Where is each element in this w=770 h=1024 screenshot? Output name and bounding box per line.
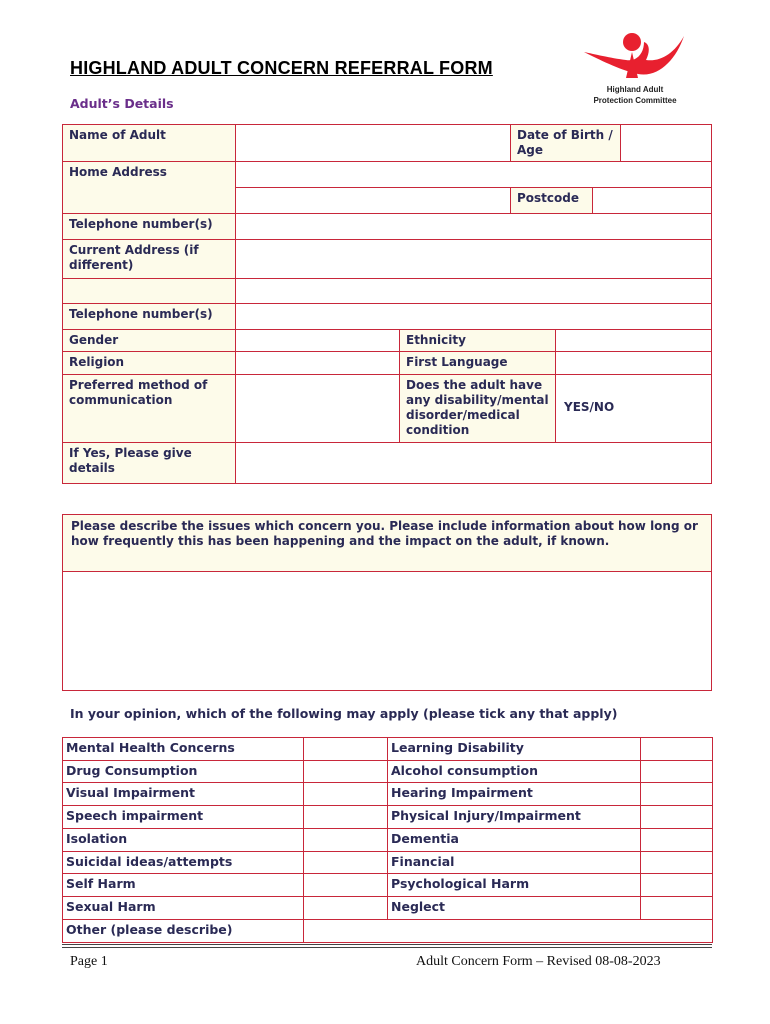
issues-description-field[interactable] (62, 571, 712, 691)
current-address-label: Current Address (if different) (62, 239, 236, 279)
concern-tick-right[interactable] (640, 782, 713, 806)
concern-tick-right[interactable] (640, 873, 713, 897)
concern-label-right: Financial (387, 851, 641, 874)
concern-tick-left[interactable] (303, 896, 388, 920)
if-yes-details-label: If Yes, Please give details (62, 442, 236, 484)
logo-text-line2: Protection Committee (593, 96, 677, 105)
concern-label-right: Dementia (387, 828, 641, 852)
date-of-birth-field[interactable] (620, 124, 712, 162)
concern-tick-right[interactable] (640, 851, 713, 874)
telephone-label: Telephone number(s) (62, 213, 236, 240)
concern-label-left: Sexual Harm (62, 896, 304, 920)
postcode-label: Postcode (510, 187, 593, 214)
concern-tick-left[interactable] (303, 760, 388, 783)
revision-note: Adult Concern Form – Revised 08-08-2023 (416, 954, 661, 969)
logo-text-line1: Highland Adult (606, 85, 664, 94)
concern-label-left: Visual Impairment (62, 782, 304, 806)
concern-label-right: Physical Injury/Impairment (387, 805, 641, 829)
concern-tick-right[interactable] (640, 760, 713, 783)
home-address-field[interactable] (235, 161, 712, 188)
concern-label-left: Self Harm (62, 873, 304, 897)
concern-tick-left[interactable] (303, 851, 388, 874)
disability-label: Does the adult have any disability/mental disorder/medical condition (399, 374, 556, 443)
concern-label-right: Alcohol consumption (387, 760, 641, 783)
religion-field[interactable] (235, 351, 400, 375)
current-address-extra-label (62, 278, 236, 304)
concern-tick-left[interactable] (303, 828, 388, 852)
concern-tick-left[interactable] (303, 873, 388, 897)
name-of-adult-label: Name of Adult (62, 124, 236, 162)
if-yes-details-field[interactable] (235, 442, 712, 484)
first-language-field[interactable] (555, 351, 712, 375)
religion-label: Religion (62, 351, 236, 375)
gender-label: Gender (62, 329, 236, 352)
concern-label-right: Psychological Harm (387, 873, 641, 897)
footer-divider-2 (62, 947, 712, 948)
concern-label-left: Mental Health Concerns (62, 737, 304, 761)
issues-prompt: Please describe the issues which concern you. Please include information about how long or how frequently this has been happening and the impact on the adult, if known. (62, 514, 712, 572)
current-address-field[interactable] (235, 239, 712, 279)
concern-other-label: Other (please describe) (62, 919, 304, 943)
concern-tick-right[interactable] (640, 828, 713, 852)
form-title: HIGHLAND ADULT CONCERN REFERRAL FORM (70, 58, 493, 78)
gender-field[interactable] (235, 329, 400, 352)
concern-tick-right[interactable] (640, 896, 713, 920)
footer-divider (62, 944, 712, 945)
name-of-adult-field[interactable] (235, 124, 511, 162)
ethnicity-field[interactable] (555, 329, 712, 352)
concern-label-left: Suicidal ideas/attempts (62, 851, 304, 874)
disability-yes-no[interactable]: YES/NO (555, 374, 712, 443)
concern-tick-right[interactable] (640, 737, 713, 761)
opinion-prompt: In your opinion, which of the following may apply (please tick any that apply) (70, 706, 618, 721)
date-of-birth-label: Date of Birth / Age (510, 124, 621, 162)
telephone2-label: Telephone number(s) (62, 303, 236, 330)
telephone2-field[interactable] (235, 303, 712, 330)
page-number: Page 1 (70, 954, 108, 969)
concern-other-field[interactable] (303, 919, 713, 943)
concern-label-right: Learning Disability (387, 737, 641, 761)
concern-label-left: Drug Consumption (62, 760, 304, 783)
telephone-field[interactable] (235, 213, 712, 240)
concern-label-left: Speech impairment (62, 805, 304, 829)
communication-field[interactable] (235, 374, 400, 443)
communication-label: Preferred method of communication (62, 374, 236, 443)
current-address-field-line2[interactable] (235, 278, 712, 304)
concern-label-right: Neglect (387, 896, 641, 920)
hapc-logo (580, 30, 690, 115)
concern-tick-left[interactable] (303, 782, 388, 806)
concern-label-left: Isolation (62, 828, 304, 852)
section-heading-adult-details: Adult’s Details (70, 96, 174, 111)
concern-label-right: Hearing Impairment (387, 782, 641, 806)
ethnicity-label: Ethnicity (399, 329, 556, 352)
concern-tick-right[interactable] (640, 805, 713, 829)
hapc-logo-mark-icon (580, 30, 690, 86)
concern-tick-left[interactable] (303, 805, 388, 829)
concern-tick-left[interactable] (303, 737, 388, 761)
home-address-label: Home Address (62, 161, 236, 214)
home-address-field-line2[interactable] (235, 187, 511, 214)
postcode-field[interactable] (592, 187, 712, 214)
first-language-label: First Language (399, 351, 556, 375)
